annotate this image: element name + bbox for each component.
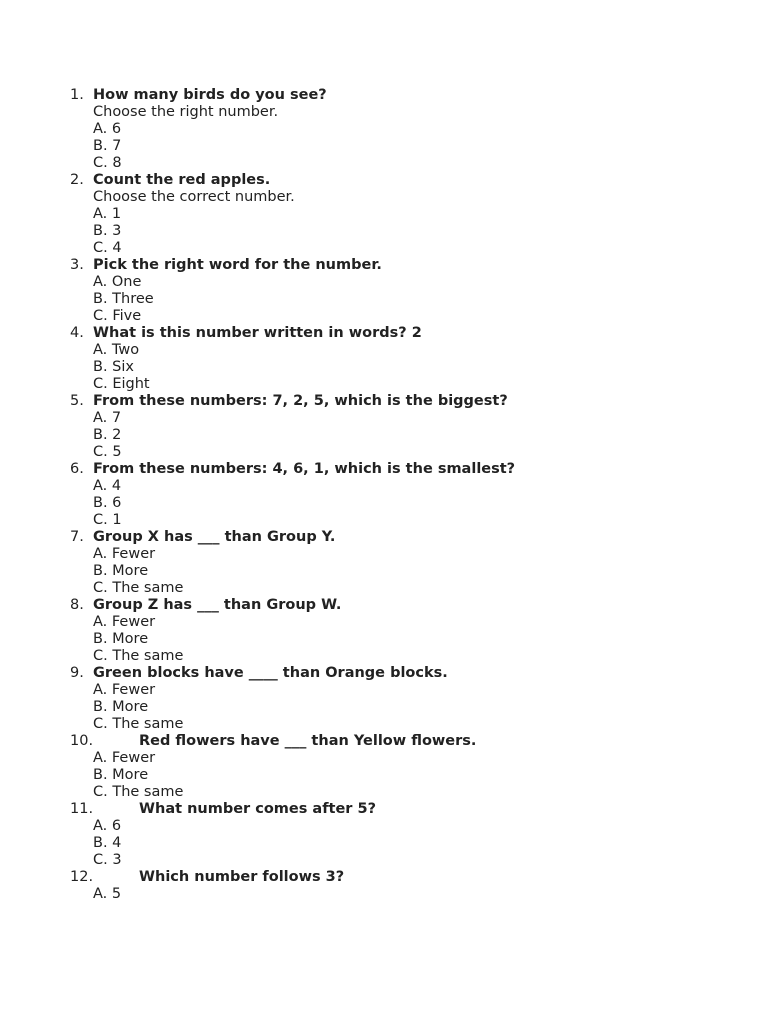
answer-option bbox=[0, 546, 768, 563]
answer-option-text: B. More bbox=[93, 767, 149, 783]
answer-option bbox=[0, 648, 768, 665]
question-text: From these numbers: 7, 2, 5, which is the biggest? bbox=[93, 393, 508, 409]
question-line bbox=[0, 869, 768, 886]
answer-option-text: C. 8 bbox=[93, 155, 122, 171]
question-item bbox=[0, 597, 768, 665]
answer-option-text: C. 5 bbox=[93, 444, 122, 460]
answer-option bbox=[0, 359, 768, 376]
quiz-document bbox=[0, 87, 768, 903]
question-item bbox=[0, 665, 768, 733]
answer-option bbox=[0, 121, 768, 138]
answer-option-text: C. 4 bbox=[93, 240, 122, 256]
answer-option bbox=[0, 427, 768, 444]
question-number: 6. bbox=[70, 461, 84, 477]
answer-option-text: A. 5 bbox=[93, 886, 122, 902]
question-text: What number comes after 5? bbox=[139, 801, 376, 817]
answer-option bbox=[0, 852, 768, 869]
question-instruction: Choose the right number. bbox=[93, 104, 279, 120]
answer-option-text: C. Five bbox=[93, 308, 142, 324]
question-text: Group Z has ___ than Group W. bbox=[93, 597, 342, 613]
answer-option-text: B. 4 bbox=[93, 835, 122, 851]
answer-option bbox=[0, 716, 768, 733]
question-item bbox=[0, 257, 768, 325]
question-item bbox=[0, 733, 768, 801]
answer-option-text: A. 4 bbox=[93, 478, 122, 494]
question-number: 4. bbox=[70, 325, 84, 341]
answer-option bbox=[0, 886, 768, 903]
question-number: 11. bbox=[70, 801, 94, 817]
question-item bbox=[0, 801, 768, 869]
question-number: 7. bbox=[70, 529, 84, 545]
question-number: 2. bbox=[70, 172, 84, 188]
question-text: Count the red apples. bbox=[93, 172, 271, 188]
question-item bbox=[0, 869, 768, 903]
question-text: How many birds do you see? bbox=[93, 87, 327, 103]
question-item bbox=[0, 172, 768, 257]
answer-option-text: B. More bbox=[93, 631, 149, 647]
answer-option-text: C. 1 bbox=[93, 512, 122, 528]
question-number: 12. bbox=[70, 869, 94, 885]
question-instruction-line bbox=[0, 189, 768, 206]
question-number: 10. bbox=[70, 733, 94, 749]
answer-option bbox=[0, 291, 768, 308]
question-item bbox=[0, 87, 768, 172]
answer-option bbox=[0, 376, 768, 393]
answer-option bbox=[0, 614, 768, 631]
question-line bbox=[0, 597, 768, 614]
answer-option bbox=[0, 818, 768, 835]
answer-option bbox=[0, 308, 768, 325]
answer-option bbox=[0, 631, 768, 648]
answer-option bbox=[0, 750, 768, 767]
question-number: 3. bbox=[70, 257, 84, 273]
answer-option-text: C. The same bbox=[93, 784, 184, 800]
answer-option-text: C. The same bbox=[93, 580, 184, 596]
question-line bbox=[0, 325, 768, 342]
answer-option bbox=[0, 410, 768, 427]
question-item bbox=[0, 529, 768, 597]
question-text: From these numbers: 4, 6, 1, which is the smallest? bbox=[93, 461, 516, 477]
question-item bbox=[0, 325, 768, 393]
answer-option bbox=[0, 563, 768, 580]
answer-option bbox=[0, 580, 768, 597]
question-line bbox=[0, 733, 768, 750]
question-line bbox=[0, 172, 768, 189]
question-line bbox=[0, 529, 768, 546]
answer-option bbox=[0, 342, 768, 359]
answer-option bbox=[0, 784, 768, 801]
answer-option-text: A. Fewer bbox=[93, 546, 156, 562]
answer-option-text: B. 6 bbox=[93, 495, 122, 511]
answer-option-text: C. The same bbox=[93, 716, 184, 732]
answer-option-text: A. 6 bbox=[93, 121, 122, 137]
answer-option bbox=[0, 478, 768, 495]
question-text: Group X has ___ than Group Y. bbox=[93, 529, 336, 545]
question-item bbox=[0, 461, 768, 529]
question-number: 9. bbox=[70, 665, 84, 681]
question-line bbox=[0, 665, 768, 682]
answer-option bbox=[0, 155, 768, 172]
question-line bbox=[0, 393, 768, 410]
answer-option-text: A. 6 bbox=[93, 818, 122, 834]
answer-option bbox=[0, 223, 768, 240]
answer-option-text: B. More bbox=[93, 563, 149, 579]
answer-option-text: A. 1 bbox=[93, 206, 122, 222]
answer-option-text: A. Two bbox=[93, 342, 140, 358]
answer-option-text: A. One bbox=[93, 274, 142, 290]
question-line bbox=[0, 87, 768, 104]
answer-option-text: B. 7 bbox=[93, 138, 122, 154]
answer-option-text: A. Fewer bbox=[93, 750, 156, 766]
question-number: 5. bbox=[70, 393, 84, 409]
answer-option bbox=[0, 444, 768, 461]
answer-option bbox=[0, 274, 768, 291]
question-item bbox=[0, 393, 768, 461]
question-number: 1. bbox=[70, 87, 84, 103]
question-text: Red flowers have ___ than Yellow flowers. bbox=[139, 733, 477, 749]
question-text: What is this number written in words? 2 bbox=[93, 325, 422, 341]
answer-option bbox=[0, 835, 768, 852]
question-text: Green blocks have ____ than Orange blocks. bbox=[93, 665, 448, 681]
question-line bbox=[0, 461, 768, 478]
answer-option-text: C. 3 bbox=[93, 852, 122, 868]
answer-option bbox=[0, 138, 768, 155]
question-instruction: Choose the correct number. bbox=[93, 189, 295, 205]
answer-option-text: B. Six bbox=[93, 359, 134, 375]
question-text: Which number follows 3? bbox=[139, 869, 345, 885]
answer-option bbox=[0, 206, 768, 223]
answer-option-text: B. 2 bbox=[93, 427, 122, 443]
answer-option-text: B. 3 bbox=[93, 223, 122, 239]
question-line bbox=[0, 257, 768, 274]
question-instruction-line bbox=[0, 104, 768, 121]
answer-option bbox=[0, 767, 768, 784]
question-number: 8. bbox=[70, 597, 84, 613]
answer-option-text: A. 7 bbox=[93, 410, 122, 426]
answer-option bbox=[0, 495, 768, 512]
answer-option bbox=[0, 682, 768, 699]
answer-option-text: C. Eight bbox=[93, 376, 150, 392]
answer-option-text: C. The same bbox=[93, 648, 184, 664]
answer-option bbox=[0, 699, 768, 716]
answer-option-text: B. Three bbox=[93, 291, 154, 307]
answer-option bbox=[0, 512, 768, 529]
answer-option-text: A. Fewer bbox=[93, 614, 156, 630]
answer-option-text: A. Fewer bbox=[93, 682, 156, 698]
answer-option-text: B. More bbox=[93, 699, 149, 715]
question-text: Pick the right word for the number. bbox=[93, 257, 382, 273]
answer-option bbox=[0, 240, 768, 257]
question-line bbox=[0, 801, 768, 818]
